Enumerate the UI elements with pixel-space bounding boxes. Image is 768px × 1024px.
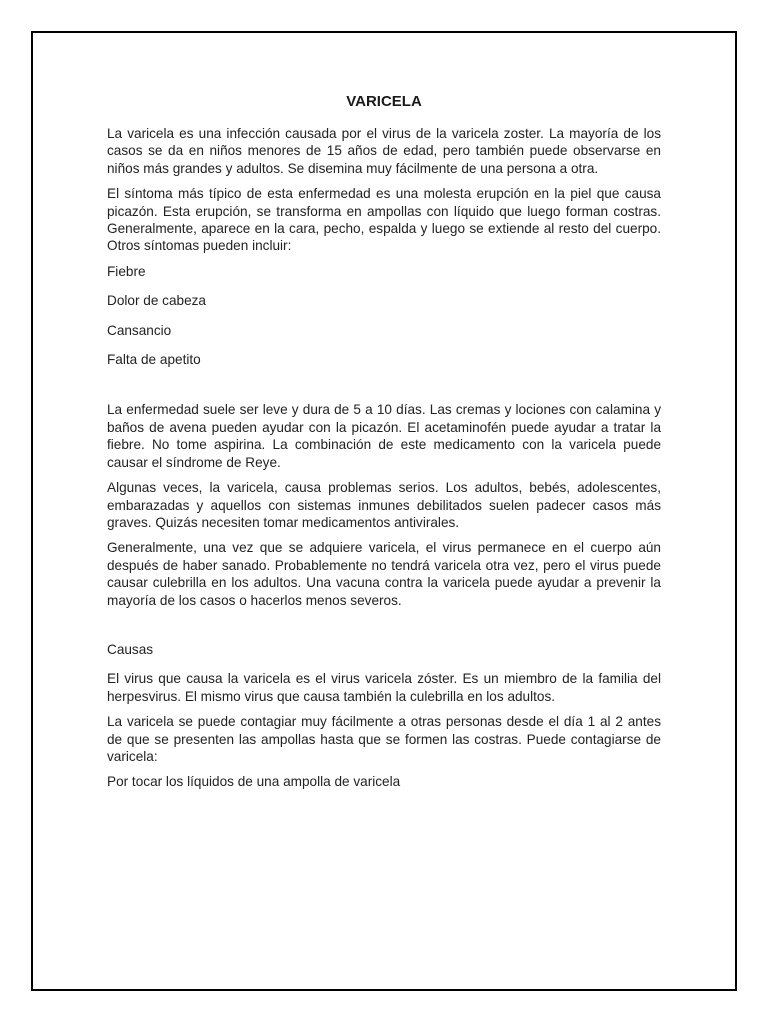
treatment-paragraph: La enfermedad suele ser leve y dura de 5 a 10 días. Las cremas y lociones con calamina y baños de avena pueden ayudar con la picazón. El acetaminofén puede ayudar a tratar la fiebre. No tome aspirina. La combinación de este medicamento con la varicela puede causar el síndrome de Reye. bbox=[107, 402, 661, 470]
complications-paragraph: Algunas veces, la varicela, causa problemas serios. Los adultos, bebés, adolescentes, embarazadas y aquellos con sistemas inmunes debilitados suelen padecer casos más graves. Quizás necesiten tomar medicamentos antivirales. bbox=[107, 480, 661, 530]
contagion-item: Por tocar los líquidos de una ampolla de varicela bbox=[107, 774, 401, 790]
symptom-paragraph: El síntoma más típico de esta enfermedad es una molesta erupción en la piel que causa picazón. Esta erupción, se transforma en ampollas con líquido que luego forman costras. Generalmente, aparece en la cara, pecho, espalda y luego se extiende al resto del cuerpo. Otros síntomas pueden incluir: bbox=[107, 186, 661, 254]
contagion-paragraph: La varicela se puede contagiar muy fácilmente a otras personas desde el día 1 al 2 antes de que se presenten las ampollas hasta que se formen las costras. Puede contagiarse de varicela: bbox=[107, 714, 661, 764]
causes-paragraph: El virus que causa la varicela es el virus varicela zóster. Es un miembro de la familia del herpesvirus. El mismo virus que causa también la culebrilla en los adultos. bbox=[107, 671, 661, 704]
prevention-paragraph: Generalmente, una vez que se adquiere varicela, el virus permanece en el cuerpo aún después de haber sanado. Probablemente no tendrá varicela otra vez, pero el virus puede causar culebrilla en los adultos. Una vacuna contra la varicela puede ayudar a prevenir la mayoría de los casos o hacerlos menos severos. bbox=[107, 540, 661, 608]
document-title: VARICELA bbox=[346, 93, 422, 110]
symptom-item: Dolor de cabeza bbox=[107, 293, 206, 309]
symptom-item: Cansancio bbox=[107, 322, 172, 338]
symptom-item: Fiebre bbox=[107, 263, 146, 279]
causes-heading: Causas bbox=[107, 641, 154, 657]
intro-paragraph: La varicela es una infección causada por el virus de la varicela zoster. La mayoría de los casos se da en niños menores de 15 años de edad, pero también puede observarse en niños más grandes y adultos. Se disemina muy fácilmente de una persona a otra. bbox=[107, 126, 661, 176]
symptom-item: Falta de apetito bbox=[107, 352, 201, 368]
document-body bbox=[107, 93, 661, 803]
document-page bbox=[31, 31, 737, 991]
